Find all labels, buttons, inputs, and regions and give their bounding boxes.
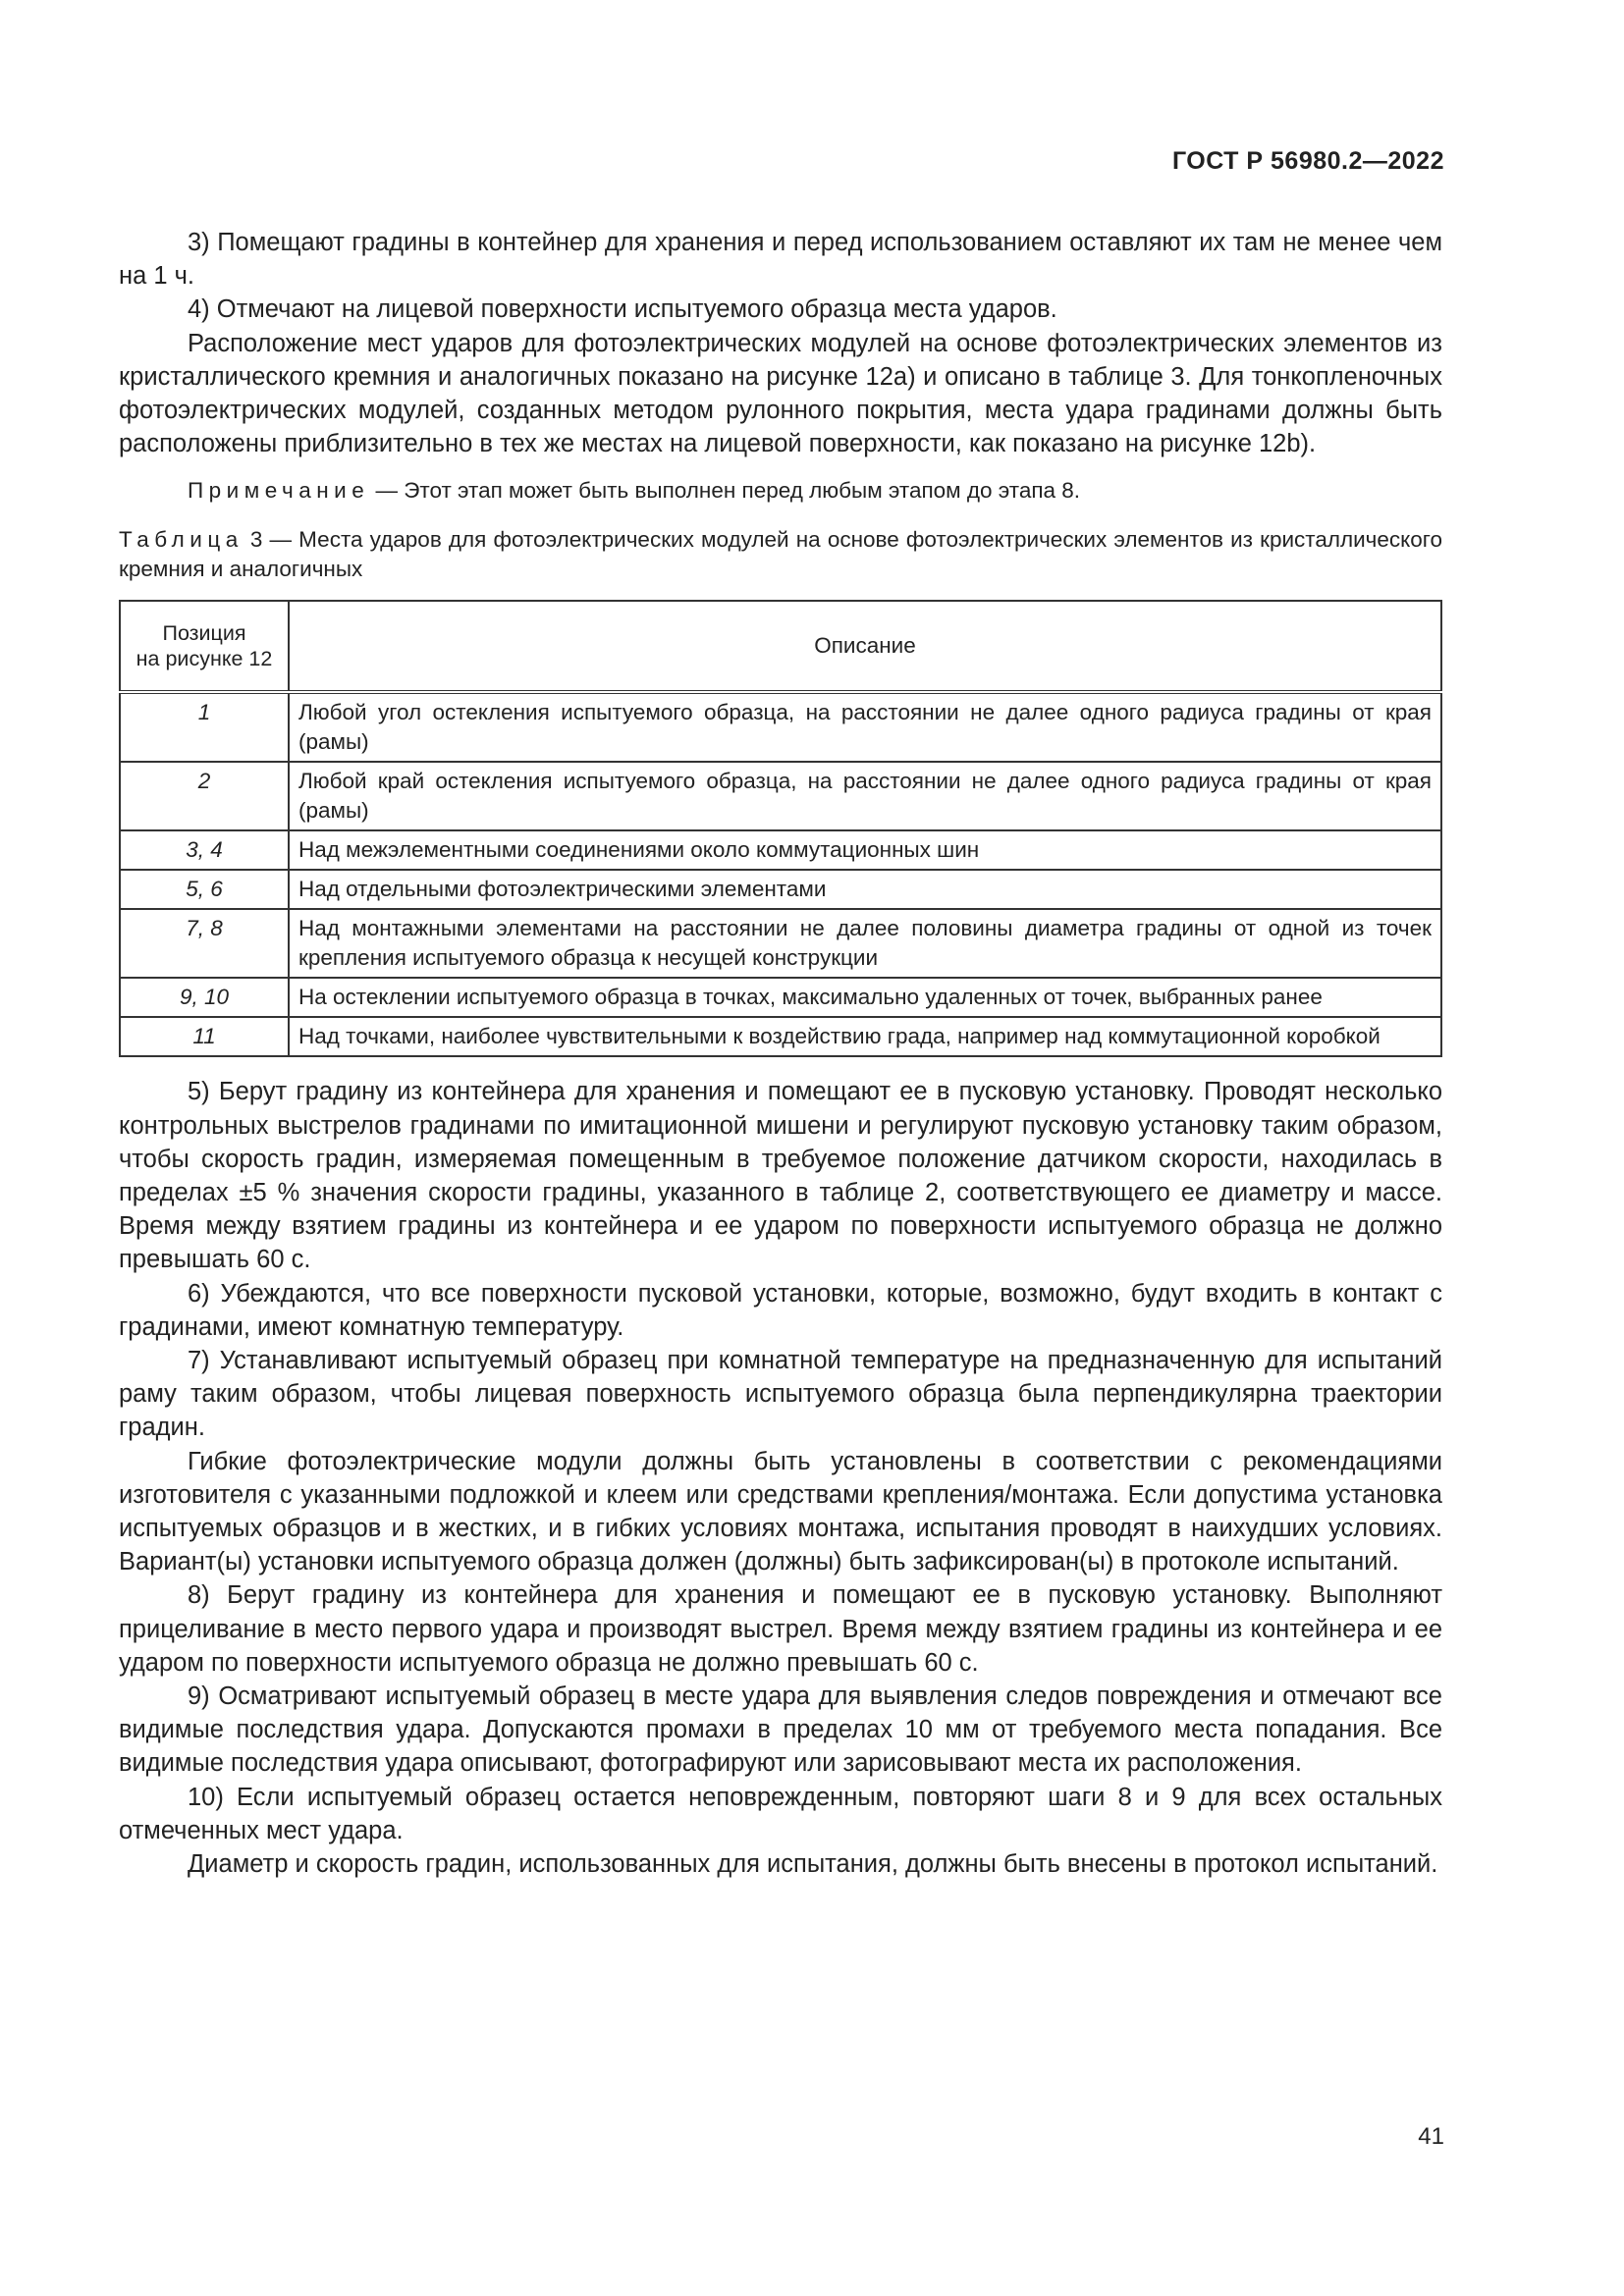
note	[119, 476, 1442, 506]
paragraph-step-3: 3) Помещают градины в контейнер для хранения и перед использованием оставляют их там не менее чем на 1 ч.	[119, 229, 1442, 291]
cell-position: 11	[120, 1017, 289, 1056]
table-caption-label: Таблица	[119, 527, 244, 553]
header-position-line1: Позиция	[162, 621, 246, 646]
table-caption	[119, 525, 1442, 584]
header-description: Описание	[289, 601, 1441, 692]
paragraph-step-7: 7) Устанавливают испытуемый образец при комнатной температуре на предназначенную для испытаний раму таким образом, чтобы лицевая поверхность испытуемого образца была перпендикулярна траектории градин.	[119, 1347, 1442, 1442]
paragraph-impact-locations: Расположение мест ударов для фотоэлектрических модулей на основе фотоэлектрических элементов из кристаллического кремния и аналогичных показано на рисунке 12а) и описано в таблице 3. Для тонкопленочных фотоэлектрических модулей, созданных методом рулонного покрытия, места удара градинами должны быть расположены приблизительно в тех же местах на лицевой поверхности, как показано на рисунке 12b).	[119, 329, 1442, 458]
note-text: — Этот этап может быть выполнен перед любым этапом до этапа 8.	[369, 478, 1081, 504]
table-caption-text: 3 — Места ударов для фотоэлектрических модулей на основе фотоэлектрических элементов из кристаллического кремния и аналогичных	[119, 527, 1442, 582]
cell-position: 9, 10	[120, 978, 289, 1017]
cell-description: На остеклении испытуемого образца в точках, максимально удаленных от точек, выбранных ранее	[289, 978, 1441, 1017]
cell-position: 5, 6	[120, 870, 289, 909]
table-row	[120, 909, 1441, 978]
paragraph-step-8: 8) Берут градину из контейнера для хранения и помещают ее в пусковую установку. Выполняют прицеливание в место первого удара и производят выстрел. Время между взятием градины из контейнера и ее ударом по поверхности испытуемого образца не должно превышать 60 с.	[119, 1581, 1442, 1677]
header-position	[120, 601, 289, 692]
cell-description: Над точками, наиболее чувствительными к воздействию града, например над коммутационной коробкой	[289, 1017, 1441, 1056]
paragraph-step-5: 5) Берут градину из контейнера для хранения и помещают ее в пусковую установку. Проводят несколько контрольных выстрелов градинами по имитационной мишени и регулируют пусковую установку таким образом, чтобы скорость градин, измеряемая помещенным в требуемое положение датчиком скорости, находилась в пределах ±5 % значения скорости градины, указанного в таблице 2, соответствующего ее диаметру и массе. Время между взятием градины из контейнера и ее ударом по поверхности испытуемого образца не должно превышать 60 с.	[119, 1078, 1442, 1274]
note-label: Примечание	[188, 478, 370, 504]
table-row	[120, 830, 1441, 870]
paragraph-flexible-modules: Гибкие фотоэлектрические модули должны быть установлены в соответствии с рекомендациями изготовителя с указанными подложкой и клеем или средствами крепления/монтажа. Если допустима установка испытуемых образцов и в жестких, и в гибких условиях монтажа, испытания проводят в наихудших условиях. Вариант(ы) установки испытуемого образца должен (должны) быть зафиксирован(ы) в протоколе испытаний.	[119, 1447, 1442, 1576]
cell-position: 2	[120, 762, 289, 830]
paragraphs-after-table	[119, 1075, 1442, 1881]
paragraph-step-6: 6) Убеждаются, что все поверхности пусковой установки, которые, возможно, будут входить в контакт с градинами, имеют комнатную температуру.	[119, 1279, 1442, 1341]
paragraph-step-9: 9) Осматривают испытуемый образец в месте удара для выявления следов повреждения и отмечают все видимые последствия удара. Допускаются промахи в пределах 10 мм от требуемого места попадания. Все видимые последствия удара описывают, фотографируют или зарисовывают места их расположения.	[119, 1682, 1442, 1778]
paragraph-protocol: Диаметр и скорость градин, использованных для испытания, должны быть внесены в протокол испытаний.	[188, 1850, 1438, 1879]
page-number: 41	[1418, 2123, 1444, 2150]
cell-description: Любой край остекления испытуемого образца, на расстоянии не далее одного радиуса градины от края (рамы)	[289, 762, 1441, 830]
cell-position: 3, 4	[120, 830, 289, 870]
table-row	[120, 1017, 1441, 1056]
cell-description: Над межэлементными соединениями около коммутационных шин	[289, 830, 1441, 870]
table-row	[120, 870, 1441, 909]
paragraph-step-4: 4) Отмечают на лицевой поверхности испытуемого образца места ударов.	[188, 295, 1057, 324]
paragraph-step-10: 10) Если испытуемый образец остается неповрежденным, повторяют шаги 8 и 9 для всех остальных отмеченных мест удара.	[119, 1783, 1442, 1844]
table-row	[120, 692, 1441, 762]
cell-position: 1	[120, 692, 289, 762]
impact-locations-table	[119, 600, 1442, 1057]
cell-description: Над монтажными элементами на расстоянии не далее половины диаметра градины от одной из точек крепления испытуемого образца к несущей конструкции	[289, 909, 1441, 978]
header-position-line2: на рисунке 12	[135, 647, 273, 671]
cell-description: Над отдельными фотоэлектрическими элементами	[289, 870, 1441, 909]
cell-position: 7, 8	[120, 909, 289, 978]
cell-description: Любой угол остекления испытуемого образца, на расстоянии не далее одного радиуса градины от края (рамы)	[289, 692, 1441, 762]
table-header-row	[120, 601, 1441, 692]
table-row	[120, 762, 1441, 830]
table-row	[120, 978, 1441, 1017]
document-body	[119, 226, 1442, 1881]
document-header: ГОСТ Р 56980.2—2022	[1171, 147, 1444, 175]
